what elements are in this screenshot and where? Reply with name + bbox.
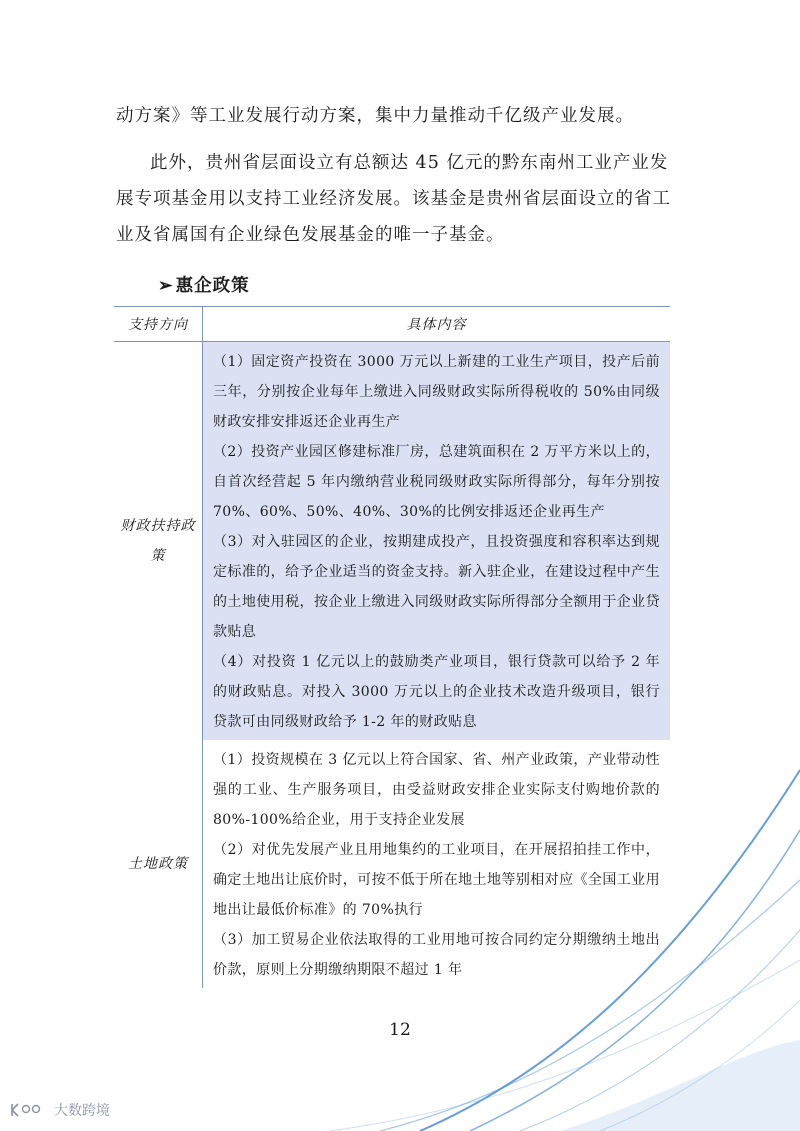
policy-table <box>114 306 670 988</box>
policy-item: （1）投资规模在 3 亿元以上符合国家、省、州产业政策，产业带动性强的工业、生产服务项目，由受益财政安排企业实际支付购地价款的 80%-100%给企业，用于支持企业发展 <box>213 752 660 828</box>
policy-item: （3）加工贸易企业依法取得的工业用地可按合同约定分期缴纳土地出价款，原则上分期缴纳期限不超过 1 年 <box>213 932 660 978</box>
table-header-row <box>114 307 670 342</box>
category-cell-fiscal: 财政扶持政策 <box>114 342 203 741</box>
content-cell-fiscal <box>203 342 671 741</box>
policy-item: （2）对优先发展产业且用地集约的工业项目，在开展招拍挂工作中，确定土地出让底价时，可按不低于所在地土地等别相对应《全国工业用地出让最低价标准》的 70%执行 <box>213 842 660 918</box>
paragraph-fund: 此外，贵州省层面设立有总额达 45 亿元的黔东南州工业产业发展专项基金用以支持工业经济发展。该基金是贵州省层面设立的省工业及省属国有企业绿色发展基金的唯一子基金。 <box>116 153 671 245</box>
table-row-fiscal <box>114 342 670 741</box>
policy-item: （3）对入驻园区的企业，按期建成投产，且投资强度和容积率达到规定标准的，给予企业适当的资金支持。新入驻企业，在建设过程中产生的土地使用税，按企业上缴进入同级财政实际所得部分全额用于企业贷款贴息 <box>213 534 660 640</box>
brand-logo-icon <box>10 1101 50 1119</box>
category-cell-land: 土地政策 <box>114 740 203 988</box>
arrow-bullet-icon: ➢ <box>158 276 174 296</box>
policy-item: （2）投资产业园区修建标准厂房，总建筑面积在 2 万平方米以上的，自首次经营起 5 年内缴纳营业税同级财政实际所得部分，每年分别按 70%、60%、50%、40%、30%的比例安排返还企业再生产 <box>213 444 660 520</box>
policy-item: （4）对投资 1 亿元以上的鼓励类产业项目，银行贷款可以给予 2 年的财政贴息。对投入 3000 万元以上的企业技术改造升级项目，银行贷款可由同级财政给予 1-2 年的财政贴息 <box>213 654 660 730</box>
policy-item: （1）固定资产投资在 3000 万元以上新建的工业生产项目，投产后前三年，分别按企业每年上缴进入同级财政实际所得税收的 50%由同级财政安排安排返还企业再生产 <box>213 354 660 430</box>
table-row-land <box>114 740 670 988</box>
section-title: 惠企政策 <box>175 276 250 296</box>
content-cell-land <box>203 740 671 988</box>
column-header-content: 具体内容 <box>203 307 671 342</box>
section-heading <box>158 272 250 297</box>
brand-name: 大数跨境 <box>54 1103 110 1119</box>
column-header-direction: 支持方向 <box>114 307 203 342</box>
page-number: 12 <box>389 1020 411 1040</box>
brand-watermark <box>10 1100 110 1120</box>
paragraph-continuation: 动方案》等工业发展行动方案，集中力量推动千亿级产业发展。 <box>116 106 634 126</box>
